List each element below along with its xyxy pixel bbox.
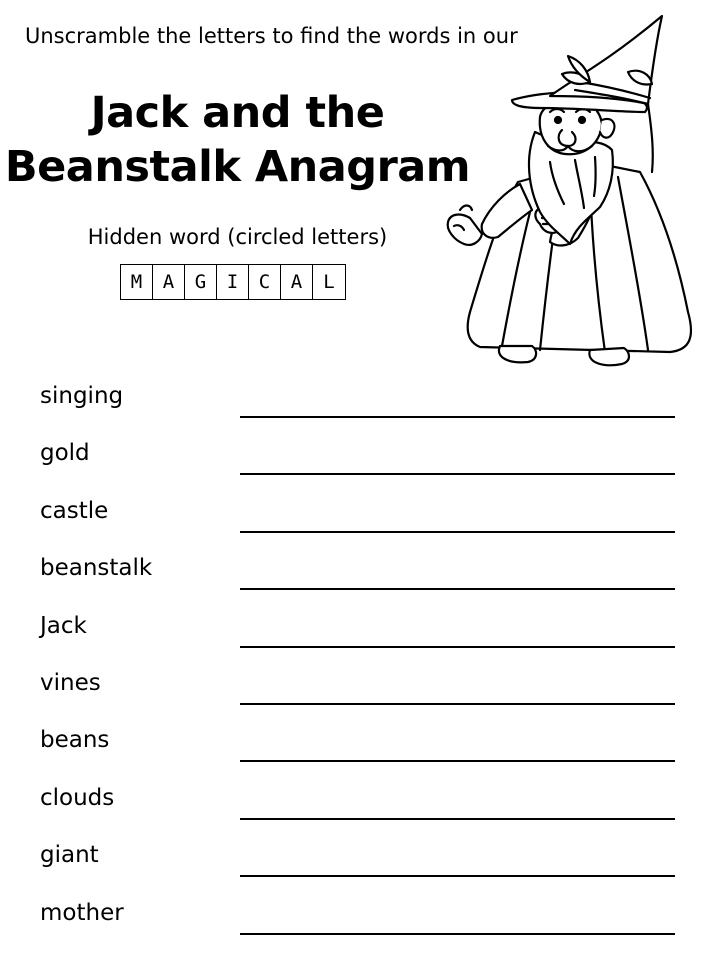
scrambled-word: giant bbox=[40, 842, 99, 869]
scrambled-word: beanstalk bbox=[40, 555, 153, 582]
answer-line[interactable] bbox=[240, 416, 675, 418]
hidden-letter-box: G bbox=[185, 265, 217, 299]
scrambled-word: beans bbox=[40, 727, 110, 754]
word-row bbox=[0, 897, 720, 954]
scrambled-word: vines bbox=[40, 669, 101, 696]
title-line-1: Jack and the bbox=[90, 88, 385, 138]
word-row bbox=[0, 667, 720, 724]
page-title bbox=[0, 86, 475, 194]
word-row bbox=[0, 724, 720, 781]
word-row bbox=[0, 380, 720, 437]
answer-line[interactable] bbox=[240, 933, 675, 935]
word-row bbox=[0, 552, 720, 609]
title-line-2: Beanstalk Anagram bbox=[4, 142, 471, 192]
scrambled-word: gold bbox=[40, 440, 90, 467]
wizard-icon bbox=[440, 12, 702, 372]
word-row bbox=[0, 782, 720, 839]
word-row bbox=[0, 839, 720, 896]
scrambled-word: singing bbox=[40, 383, 124, 409]
scrambled-word: Jack bbox=[40, 612, 87, 639]
answer-line[interactable] bbox=[240, 760, 675, 762]
word-row bbox=[0, 495, 720, 552]
answer-line[interactable] bbox=[240, 473, 675, 475]
hidden-letter-box: A bbox=[281, 265, 313, 299]
scrambled-word: clouds bbox=[40, 784, 115, 811]
instruction-text: Unscramble the letters to find the words in our bbox=[25, 24, 518, 48]
hidden-letter-box: A bbox=[153, 265, 185, 299]
answer-line[interactable] bbox=[240, 818, 675, 820]
hidden-letter-box: M bbox=[121, 265, 153, 299]
scrambled-word: mother bbox=[40, 899, 124, 926]
answer-line[interactable] bbox=[240, 703, 675, 705]
answer-line[interactable] bbox=[240, 875, 675, 877]
hidden-letter-box: C bbox=[249, 265, 281, 299]
word-row bbox=[0, 437, 720, 494]
hidden-word-label: Hidden word (circled letters) bbox=[87, 225, 388, 249]
word-row bbox=[0, 610, 720, 667]
answer-line[interactable] bbox=[240, 588, 675, 590]
word-list bbox=[0, 380, 720, 954]
scrambled-word: castle bbox=[40, 497, 109, 524]
hidden-letter-box: L bbox=[323, 271, 335, 293]
answer-line[interactable] bbox=[240, 646, 675, 648]
hidden-word-boxes bbox=[120, 264, 346, 300]
answer-line[interactable] bbox=[240, 531, 675, 533]
hidden-letter-box: I bbox=[217, 265, 249, 299]
